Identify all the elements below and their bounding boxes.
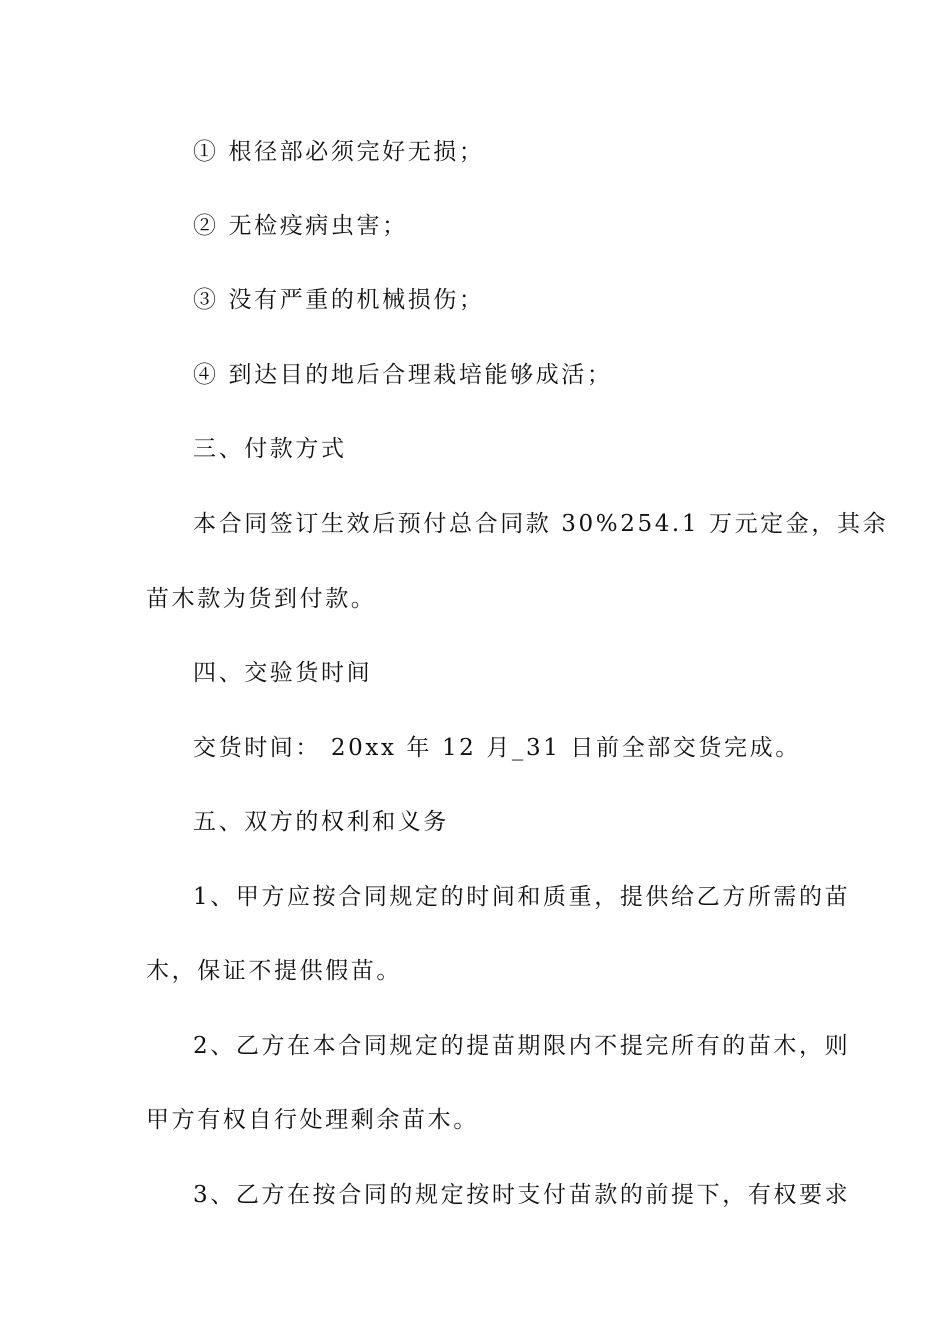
payment-paragraph-line-2: 苗木款为货到付款。 [146, 586, 377, 612]
section-heading-delivery: 四、交验货时间 [193, 660, 373, 686]
rights-item-1-line-1: 1、甲方应按合同规定的时间和质重，提供给乙方所需的苗 [193, 884, 851, 910]
requirement-item-2: ② 无检疫病虫害； [193, 213, 408, 239]
section-heading-rights: 五、双方的权利和义务 [193, 809, 449, 835]
rights-item-1-line-2: 木，保证不提供假苗。 [146, 958, 402, 984]
payment-paragraph-line-1: 本合同签订生效后预付总合同款 30%254.1 万元定金，其余 [193, 511, 889, 537]
requirement-item-1: ① 根径部必须完好无损； [193, 139, 485, 165]
section-heading-payment: 三、付款方式 [193, 436, 347, 462]
delivery-time-line: 交货时间： 20xx 年 12 月_31 日前全部交货完成。 [193, 735, 801, 761]
requirement-item-3: ③ 没有严重的机械损伤； [193, 287, 485, 313]
rights-item-2-line-2: 甲方有权自行处理剩余苗木。 [146, 1107, 479, 1133]
rights-item-3-line-1: 3、乙方在按合同的规定按时支付苗款的前提下，有权要求 [193, 1182, 851, 1208]
requirement-item-4: ④ 到达目的地后合理栽培能够成活； [193, 362, 613, 388]
rights-item-2-line-1: 2、乙方在本合同规定的提苗期限内不提完所有的苗木，则 [193, 1033, 851, 1059]
